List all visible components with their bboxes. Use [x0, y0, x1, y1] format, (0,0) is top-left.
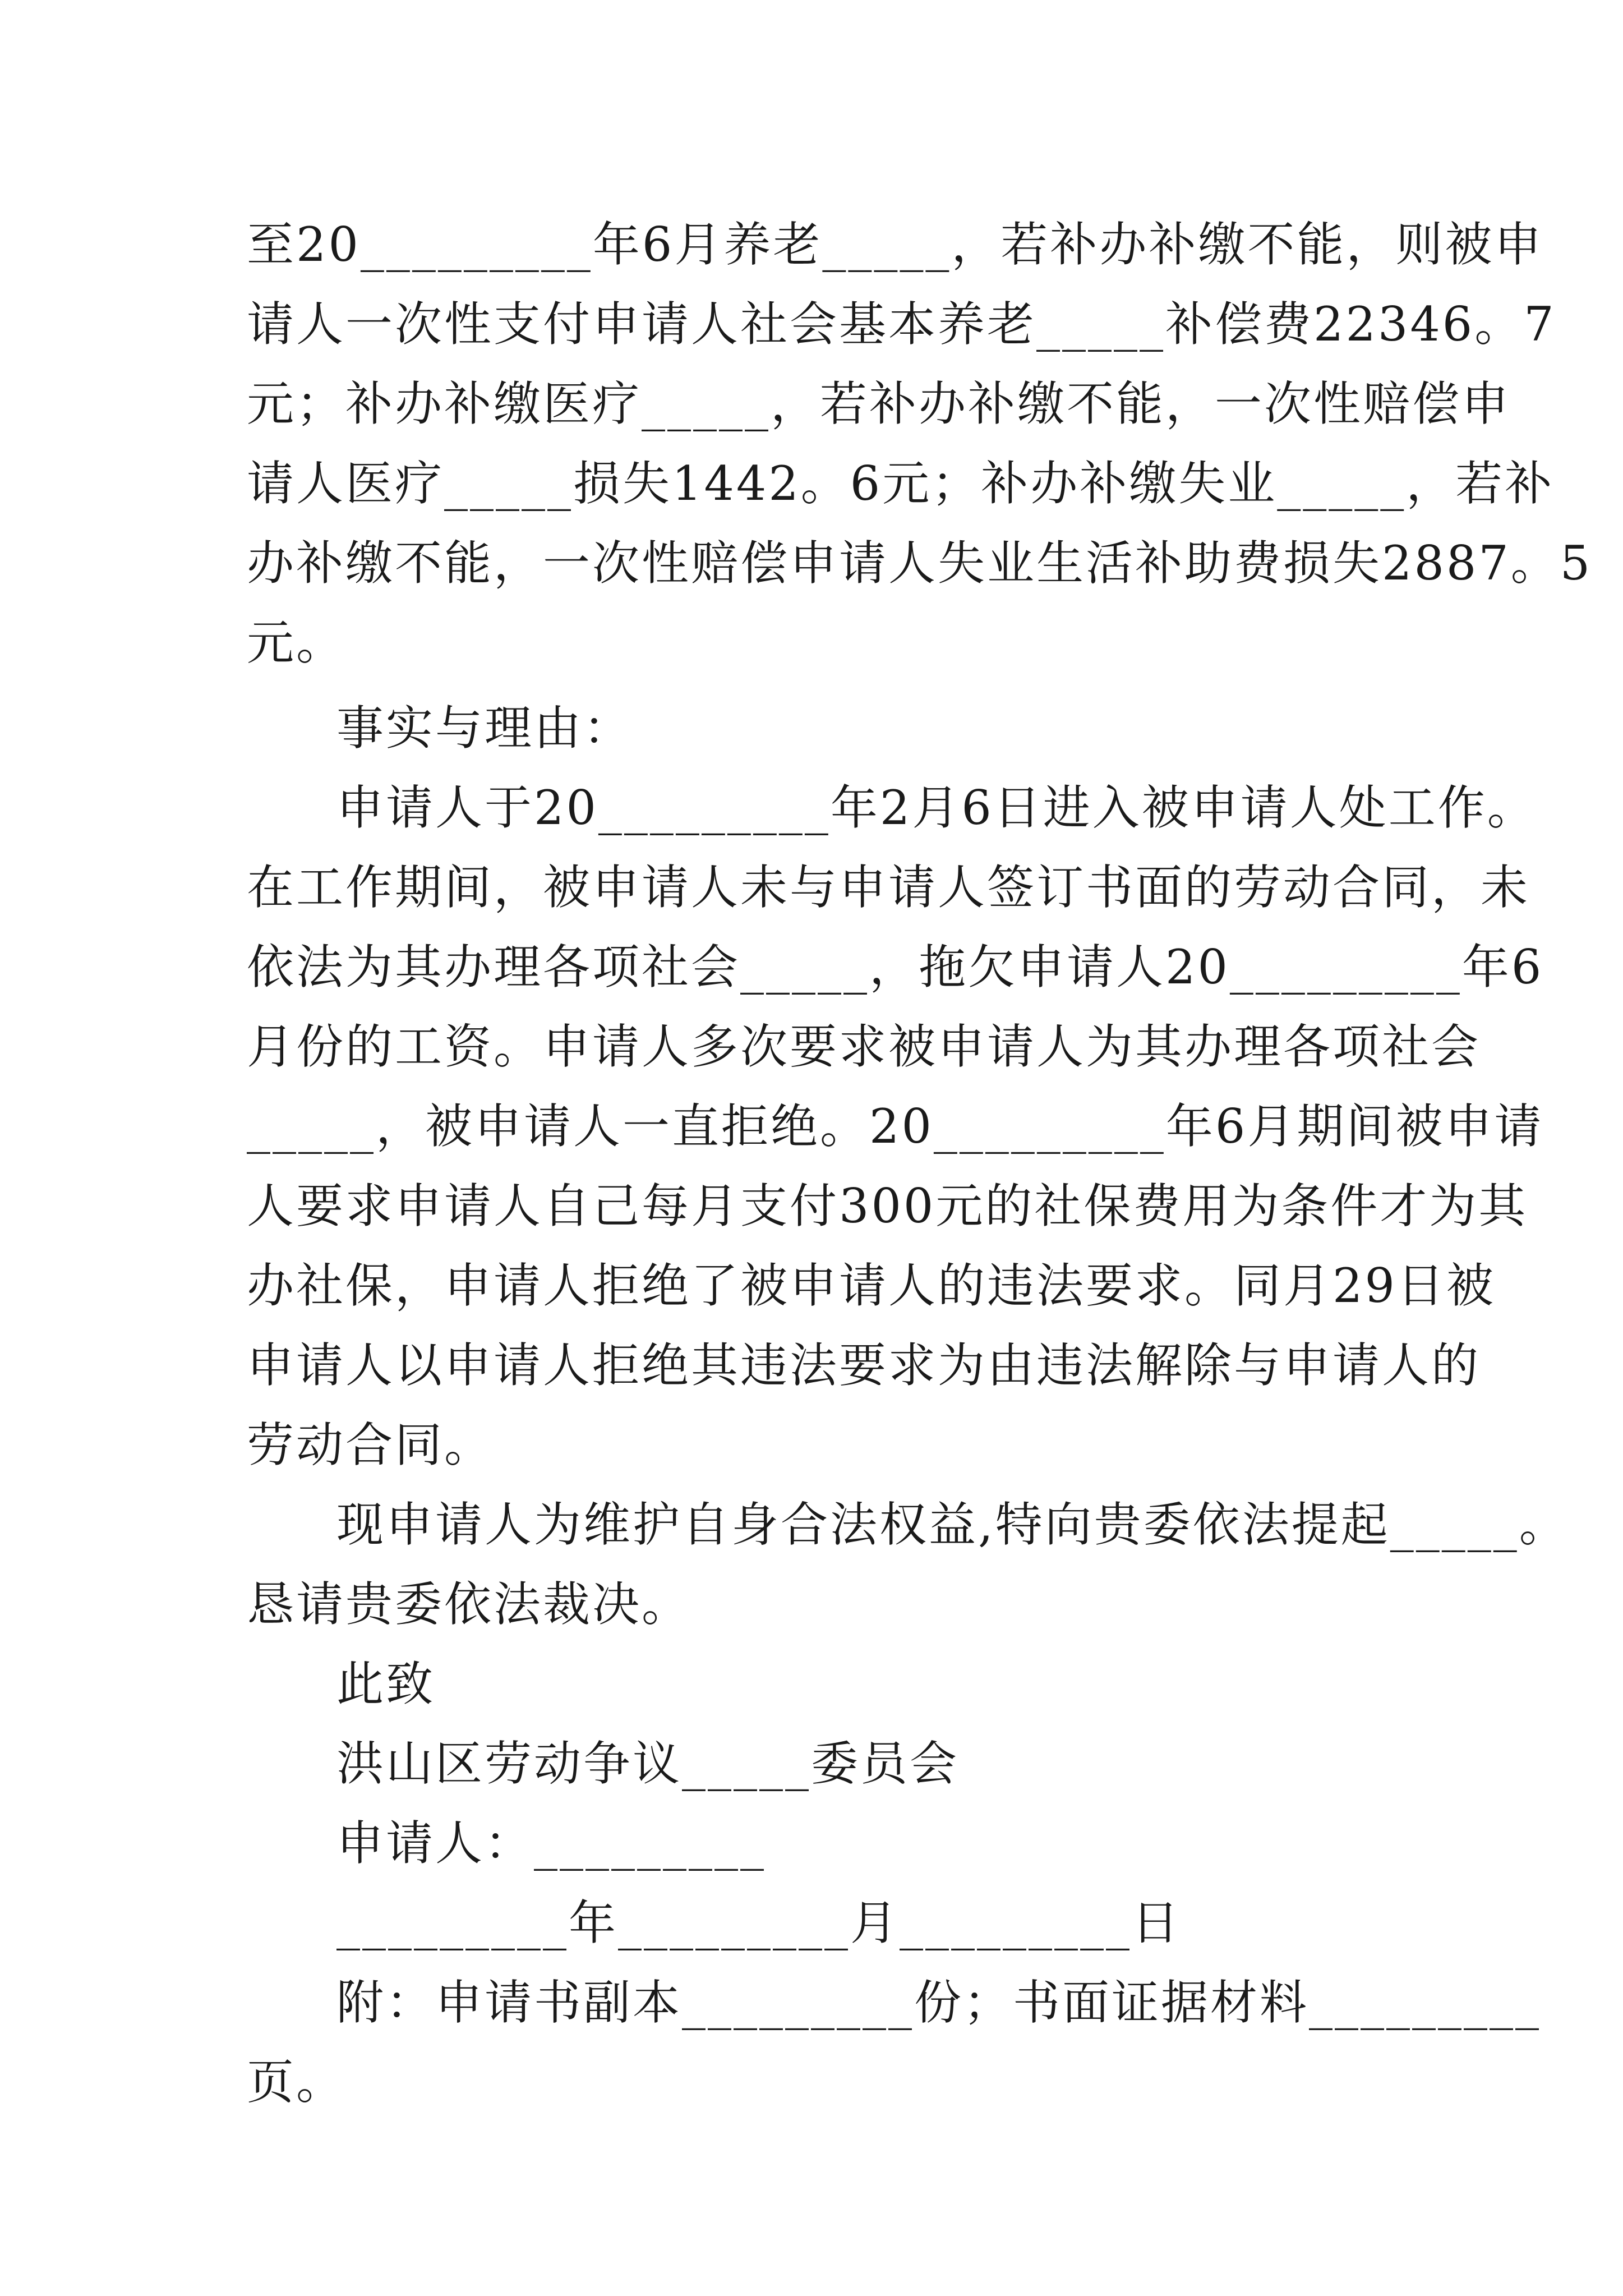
text-line: 月份的工资。申请人多次要求被申请人为其办理各项社会	[247, 1019, 1481, 1074]
request-paragraph	[247, 1485, 1569, 1644]
text-line: 在工作期间，被申请人未与申请人签订书面的劳动合同，未	[247, 860, 1530, 915]
text-line: 请人医疗_____损失1442。6元；补办补缴失业_____，若补	[247, 456, 1555, 511]
facts-paragraph	[247, 768, 1544, 1485]
text-line: 申请人于20_________年2月6日进入被申请人处工作。	[336, 780, 1537, 835]
text-line: 劳动合同。	[247, 1418, 494, 1473]
text-line: 办补缴不能，一次性赔偿申请人失业生活补助费损失2887。5	[247, 536, 1593, 591]
text-line: 请人一次性支付申请人社会基本养老_____补偿费22346。7	[247, 297, 1556, 352]
text-line: 申请人以申请人拒绝其违法要求为由违法解除与申请人的	[247, 1338, 1481, 1393]
text-line: 依法为其办理各项社会_____，拖欠申请人20_________年6	[247, 940, 1544, 995]
committee-name: 洪山区劳动争议_____委员会	[336, 1736, 960, 1791]
text-line: 元。	[247, 615, 346, 670]
claim-paragraph	[247, 205, 1593, 683]
text-line: 现申请人为维护自身合法权益,特向贵委依法提起_____。	[336, 1497, 1569, 1552]
text-line: 恳请贵委依法裁决。	[247, 1577, 691, 1632]
document-body	[247, 205, 1593, 2122]
text-line: 至20_________年6月养老_____，若补办补缴不能，则被申	[247, 217, 1544, 272]
facts-heading: 事实与理由：	[336, 701, 633, 756]
text-line: 元；补办补缴医疗_____，若补办补缴不能，一次性赔偿申	[247, 376, 1511, 431]
text-line: 人要求申请人自己每月支付300元的社保费用为条件才为其	[247, 1179, 1528, 1234]
text-line: 页。	[247, 2055, 346, 2110]
text-line: 附：申请书副本_________份；书面证据材料_________	[336, 1975, 1542, 2030]
salutation: 此致	[336, 1657, 436, 1711]
attachment-note	[247, 1963, 1542, 2122]
text-line: _____，被申请人一直拒绝。20_________年6月期间被申请	[247, 1099, 1544, 1154]
text-line: 办社保，申请人拒绝了被申请人的违法要求。同月29日被	[247, 1258, 1496, 1313]
date-line: _________年_________月_________日	[336, 1895, 1182, 1950]
applicant-signature-line: 申请人：_________	[336, 1816, 767, 1871]
